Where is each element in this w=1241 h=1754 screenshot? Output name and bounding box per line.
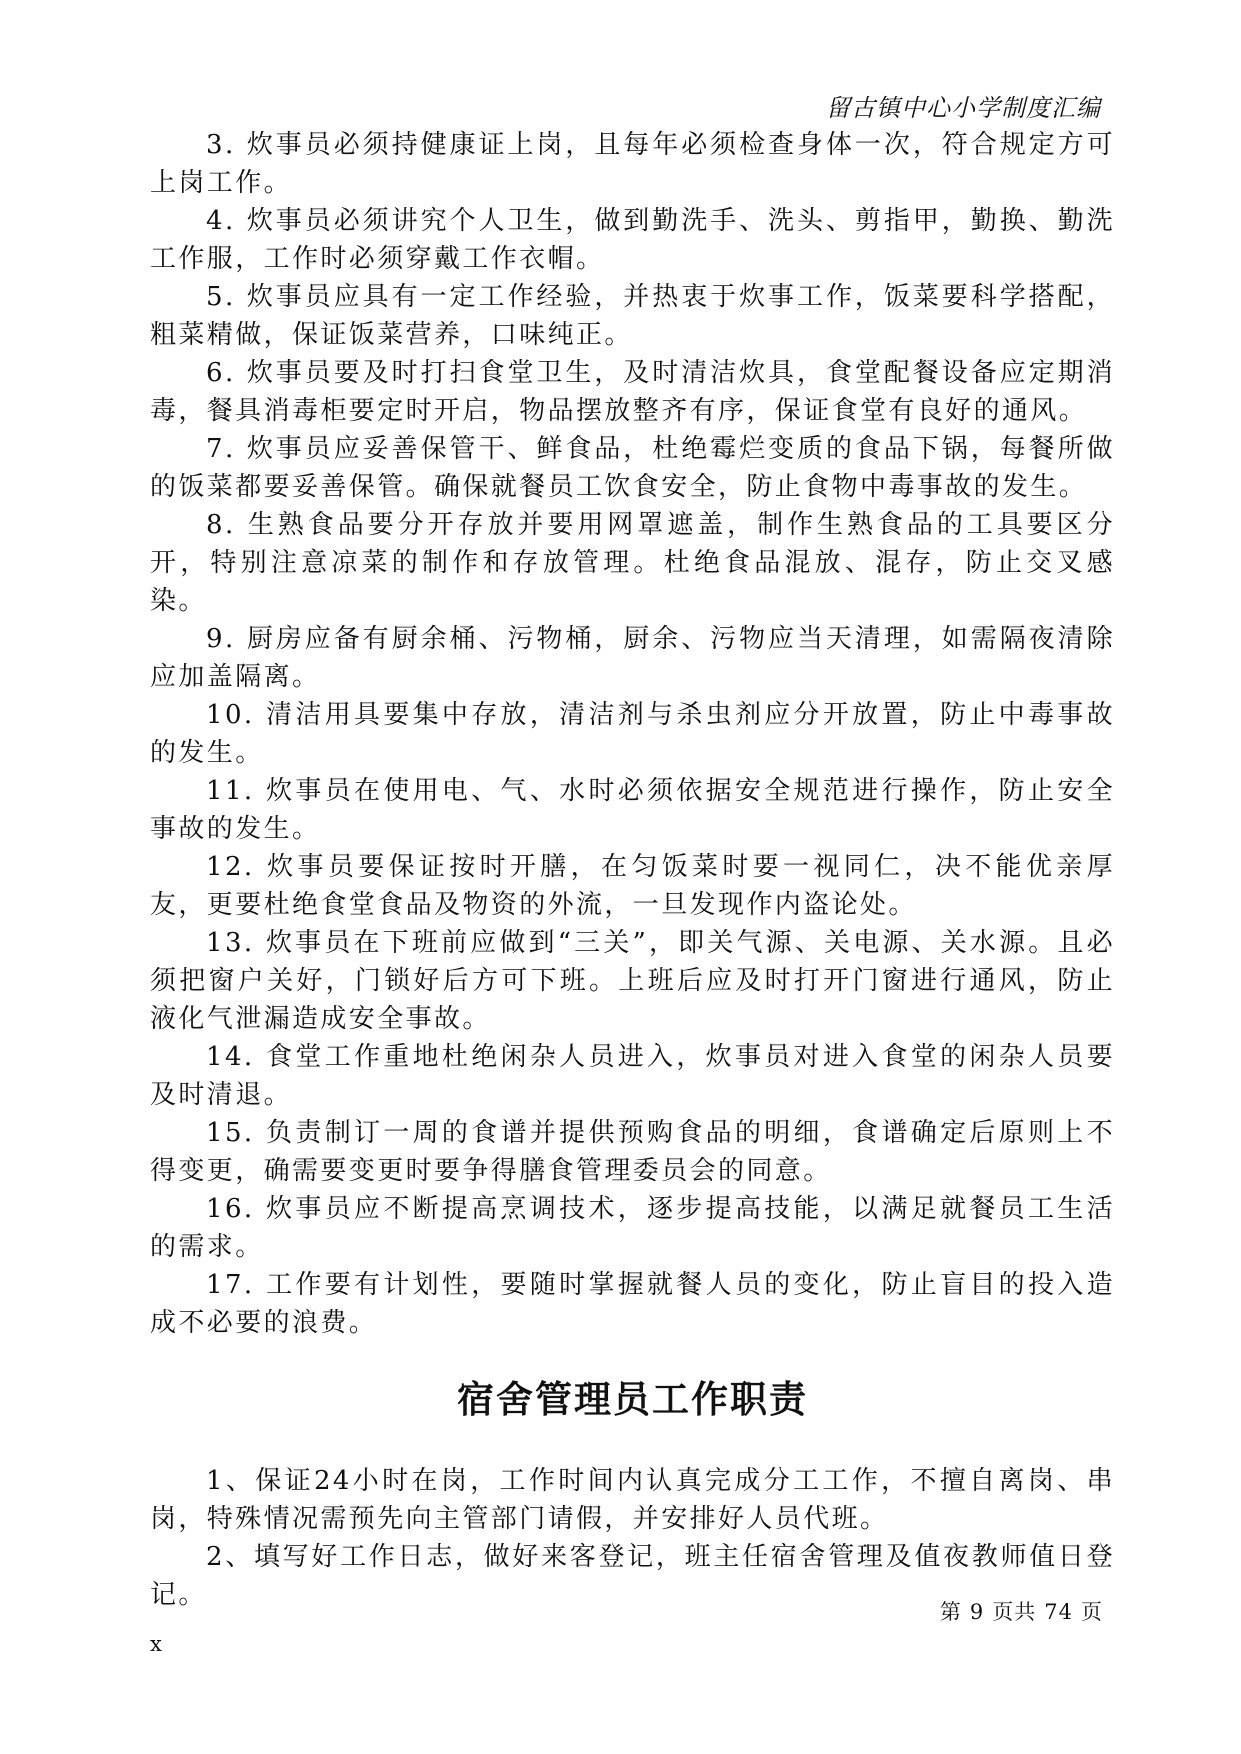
rule-item: 9. 厨房应备有厨余桶、污物桶，厨余、污物应当天清理，如需隔夜清除应加盖隔离。 <box>150 624 1115 692</box>
page-current: 9 <box>969 1600 985 1624</box>
rule-item: 6. 炊事员要及时打扫食堂卫生，及时清洁炊具，食堂配餐设备应定期消毒，餐具消毒柜要定时开启，物品摆放整齐有序，保证食堂有良好的通风。 <box>150 358 1115 426</box>
rule-item: 7. 炊事员应妥善保管干、鲜食品，杜绝霉烂变质的食品下锅，每餐所做的饭菜都要妥善保管。确保就餐员工饮食安全，防止食物中毒事故的发生。 <box>150 434 1115 502</box>
rule-item: 17. 工作要有计划性，要随时掌握就餐人员的变化，防止盲目的投入造成不必要的浪费。 <box>150 1270 1115 1338</box>
page-number <box>936 1596 1107 1626</box>
duty-item: 1、保证24小时在岗，工作时间内认真完成分工工作，不擅自离岗、串岗，特殊情况需预先向主管部门请假，并安排好人员代班。 <box>150 1466 1115 1534</box>
rule-item: 11. 炊事员在使用电、气、水时必须依据安全规范进行操作，防止安全事故的发生。 <box>150 776 1115 844</box>
duty-item: 2、填写好工作日志，做好来客登记，班主任宿舍管理及值夜教师值日登记。 <box>150 1542 1115 1610</box>
page-suffix: 页 <box>1081 1600 1103 1624</box>
document-header: 留古镇中心小学制度汇编 <box>826 94 1101 122</box>
rule-item: 16. 炊事员应不断提高烹调技术，逐步提高技能，以满足就餐员工生活的需求。 <box>150 1194 1115 1262</box>
rule-item: 13. 炊事员在下班前应做到“三关”，即关气源、关电源、关水源。且必须把窗户关好，门锁好后方可下班。上班后应及时打开门窗进行通风，防止液化气泄漏造成安全事故。 <box>150 928 1115 1034</box>
page-middle: 页共 <box>992 1600 1037 1624</box>
corner-mark: x <box>150 1632 162 1656</box>
page-content <box>150 126 1115 1614</box>
rule-item: 4. 炊事员必须讲究个人卫生，做到勤洗手、洗头、剪指甲，勤换、勤洗工作服，工作时必须穿戴工作衣帽。 <box>150 206 1115 274</box>
page-prefix: 第 <box>939 1600 962 1624</box>
rule-item: 8. 生熟食品要分开存放并要用网罩遮盖，制作生熟食品的工具要区分开，特别注意凉菜的制作和存放管理。杜绝食品混放、混存，防止交叉感染。 <box>150 510 1115 616</box>
section-title: 宿舍管理员工作职责 <box>457 1378 808 1421</box>
rule-item: 15. 负责制订一周的食谱并提供预购食品的明细，食谱确定后原则上不得变更，确需要变更时要争得膳食管理委员会的同意。 <box>150 1118 1115 1186</box>
page-total: 74 <box>1044 1600 1073 1624</box>
rule-item: 3. 炊事员必须持健康证上岗，且每年必须检查身体一次，符合规定方可上岗工作。 <box>150 130 1115 198</box>
rule-item: 5. 炊事员应具有一定工作经验，并热衷于炊事工作，饭菜要科学搭配，粗菜精做，保证饭菜营养，口味纯正。 <box>150 282 1115 350</box>
rule-item: 12. 炊事员要保证按时开膳，在匀饭菜时要一视同仁，决不能优亲厚友，更要杜绝食堂食品及物资的外流，一旦发现作内盗论处。 <box>150 852 1115 920</box>
rule-item: 10. 清洁用具要集中存放，清洁剂与杀虫剂应分开放置，防止中毒事故的发生。 <box>150 700 1115 768</box>
rule-item: 14. 食堂工作重地杜绝闲杂人员进入，炊事员对进入食堂的闲杂人员要及时清退。 <box>150 1042 1115 1110</box>
